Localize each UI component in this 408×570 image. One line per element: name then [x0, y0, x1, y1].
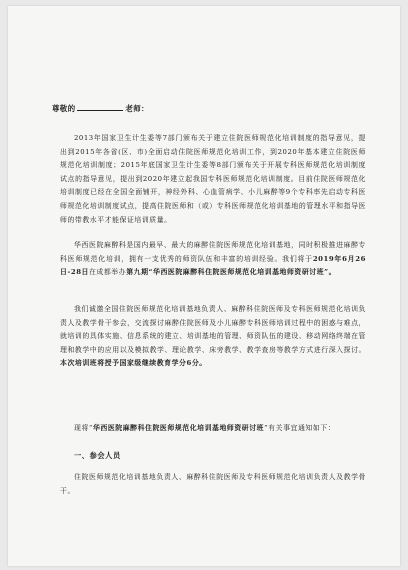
notice-intro-prefix: 现将“	[74, 424, 93, 432]
greeting-suffix: 老师：	[125, 104, 149, 113]
attendees-text: 住院医师规范化培训基地负责人、麻醉科住院医师及专科医师规范化培训负责人及教学骨干。	[60, 473, 366, 495]
invitation-text: 我们诚邀全国住院医师规范化培训基地负责人、麻醉科住院医师及专科医师规范化培训负责人及教学骨干参会，交流探讨麻醉住院医师及小儿麻醉专科医师培训过程中的困惑与难点，就培训的具体实施、信息系统的建立、培训基地的管理、师资队伍的建设、移动网络终端在管理和教学中的应用以及模拟教学、理论教学、床旁教学、教学查房等教学方式进行深入探讨。	[60, 305, 366, 354]
notice-intro-suffix: ”有关事宜通知如下：	[264, 424, 336, 432]
paragraph-attendees	[60, 471, 366, 498]
section-heading-attendees: 一、参会人员	[74, 451, 121, 460]
paragraph-invitation	[60, 303, 366, 371]
paragraph-policy-background	[60, 132, 366, 227]
paragraph-notice-intro	[60, 422, 366, 436]
paragraph-hospital-intro	[60, 239, 366, 280]
greeting-line	[52, 102, 149, 114]
hospital-intro-text: 华西医院麻醉科是国内最早、最大的麻醉住院医师规范化培训基地，同时积极推进麻醉专科医师规范化培训，拥有一支优秀的师资队伍和丰富的培训经验。我们将于	[60, 241, 366, 263]
event-name: 第九期“华西医院麻醉科住院医师规范化培训基地师资研讨班”。	[126, 268, 337, 277]
credit-notice: 本次培训班将授予国家级继续教育学分6分。	[60, 359, 207, 368]
document-page	[8, 6, 400, 566]
event-location-text: 在成都举办	[88, 268, 127, 277]
paragraph-policy-text: 2013年国家卫生计生委等7部门颁布关于建立住院医师规范化培训制度的指导意见，提出到2015年各省(区、市)全面启动住院医师规范化培训工作，到2020年基本建立住院医师规范化培训制度；2015年底国家卫生计生委等8部门颁布关于开展专科医师规范化培训制度试点的指导意见，提出到2020年建立起我国专科医师规范化培训制度。目前住院医师规范化培训制度已经在全国全面铺开，神经外科、心血管病学、小儿麻醉等9个专科率先启动专科医师规范化培训制度试点，提高住院医师和（或）专科医师规范化培训基地的管理水平和指导医师的带教水平才能保证培训质量。	[60, 134, 366, 224]
notice-event-title: 华西医院麻醉科住院医师规范化培训基地师资研讨班	[92, 424, 265, 432]
greeting-prefix: 尊敬的	[52, 104, 76, 113]
event-date: 2019年6月26日-28日	[60, 254, 366, 277]
name-blank	[77, 102, 123, 111]
